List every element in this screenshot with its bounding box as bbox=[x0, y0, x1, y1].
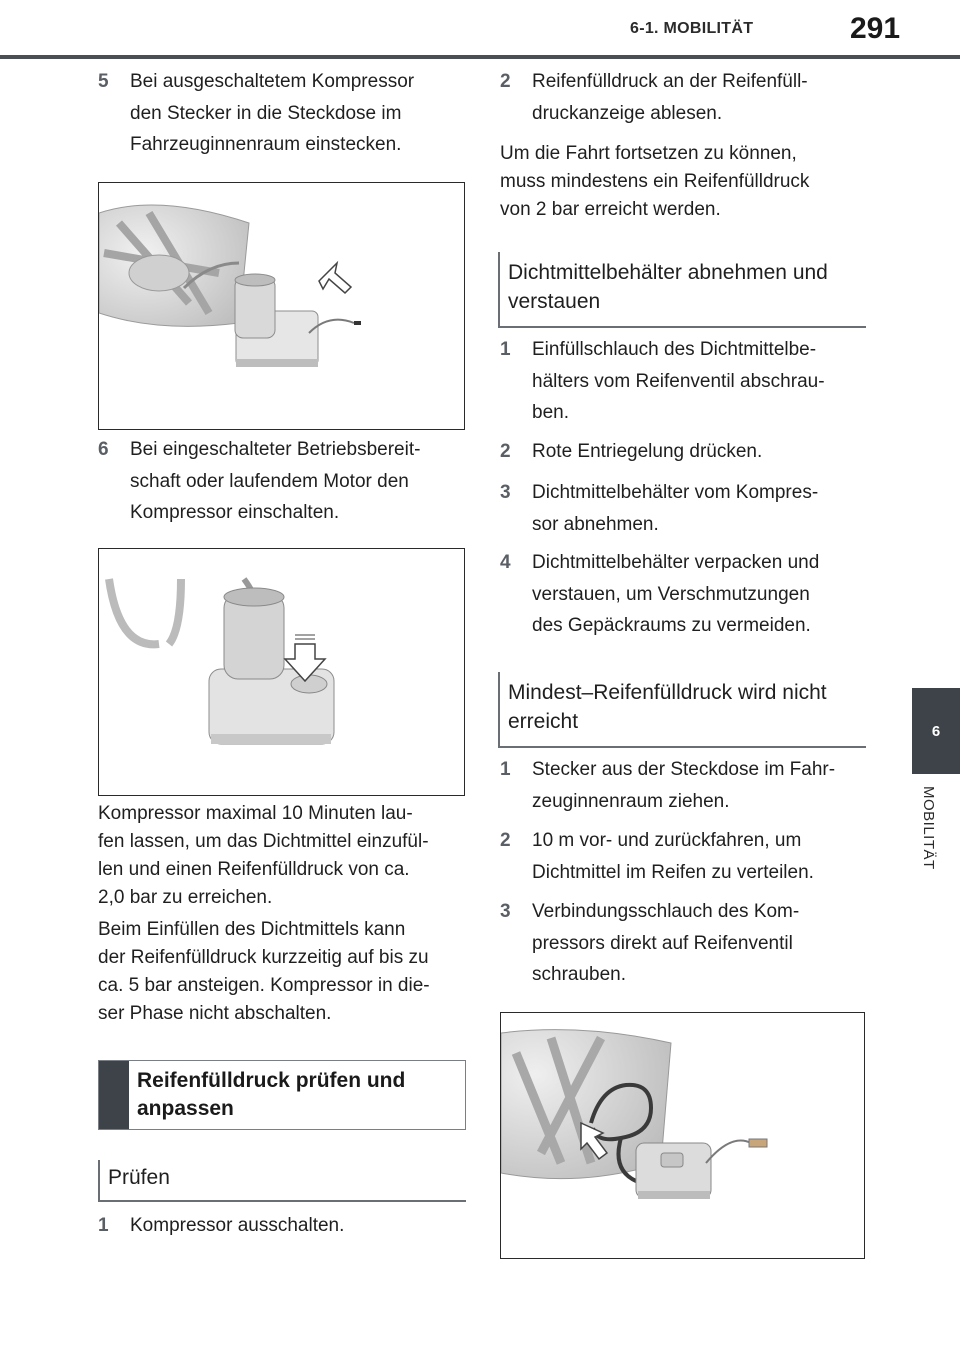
step-text: Stecker aus der Steckdose im Fahr- zeuginnenraum ziehen. bbox=[532, 759, 836, 812]
subheading-pruefen: Prüfen bbox=[108, 1166, 170, 1189]
heading-bar bbox=[99, 1061, 129, 1129]
step-t1 bbox=[500, 754, 870, 817]
step-text: Dichtmittelbehälter verpacken und verstauen, um Verschmutzungen des Gepäckraums zu vermeiden. bbox=[532, 552, 820, 636]
subheading-remove-container: Dichtmittelbehälter abnehmen und verstauen bbox=[508, 261, 828, 313]
step-r2 bbox=[500, 436, 870, 468]
subheading-rule bbox=[98, 1200, 466, 1202]
compressor-switch-illustration bbox=[99, 549, 465, 796]
step-number: 5 bbox=[98, 71, 109, 92]
subheading-min-pressure: Mindest–Reifenfülldruck wird nicht erreicht bbox=[508, 681, 827, 733]
chapter-tab: 6 bbox=[912, 688, 960, 774]
subheading-rule bbox=[498, 326, 866, 328]
section-title: 6-1. MOBILITÄT bbox=[630, 20, 754, 37]
paragraph-pressure-peak: Beim Einfüllen des Dichtmittels kann der Reifenfülldruck kurzzeitig auf bis zu ca. 5 bar ansteigen. Kompressor in die- ser Phase nicht abschalten. bbox=[98, 919, 430, 1024]
step-t2 bbox=[500, 825, 870, 888]
step-text: 10 m vor- und zurückfahren, um Dichtmittel im Reifen zu verteilen. bbox=[532, 830, 814, 883]
step-text: Rote Entriegelung drücken. bbox=[532, 441, 763, 462]
subheading-rule bbox=[498, 746, 866, 748]
step-number: 1 bbox=[500, 759, 511, 780]
step-2-read bbox=[500, 66, 870, 129]
figure-compressor-plug bbox=[98, 182, 465, 430]
compressor-plug-illustration bbox=[99, 183, 465, 430]
subheading-tick bbox=[98, 1160, 100, 1200]
step-text: Verbindungsschlauch des Kom- pressors direkt auf Reifenventil schrauben. bbox=[532, 901, 800, 985]
chapter-label: MOBILITÄT bbox=[920, 786, 937, 870]
step-number: 1 bbox=[500, 339, 511, 360]
step-r3 bbox=[500, 477, 870, 540]
step-number: 2 bbox=[500, 441, 511, 462]
step-6 bbox=[98, 434, 468, 529]
section-heading-box bbox=[98, 1060, 466, 1130]
step-text: Bei eingeschalteter Betriebsbereit- schaft oder laufendem Motor den Kompressor einschalten. bbox=[130, 439, 421, 523]
step-text: Einfüllschlauch des Dichtmittelbe- hälters vom Reifenventil abschrau- ben. bbox=[532, 339, 825, 423]
step-number: 2 bbox=[500, 71, 511, 92]
step-1-check bbox=[98, 1210, 468, 1242]
figure-compressor-valve bbox=[500, 1012, 865, 1259]
step-text: Kompressor ausschalten. bbox=[130, 1215, 345, 1236]
paragraph-min-pressure: Um die Fahrt fortsetzen zu können, muss mindestens ein Reifenfülldruck von 2 bar erreicht werden. bbox=[500, 143, 810, 220]
subheading-tick bbox=[498, 672, 500, 746]
step-number: 1 bbox=[98, 1215, 109, 1236]
step-r4 bbox=[500, 547, 870, 642]
step-number: 2 bbox=[500, 830, 511, 851]
step-t3 bbox=[500, 896, 870, 991]
section-heading: Reifenfülldruck prüfen und anpassen bbox=[137, 1069, 406, 1120]
step-number: 3 bbox=[500, 482, 511, 503]
step-text: Reifenfülldruck an der Reifenfüll- druckanzeige ablesen. bbox=[532, 71, 808, 124]
header-rule bbox=[0, 55, 960, 59]
step-number: 4 bbox=[500, 552, 511, 573]
subheading-tick bbox=[498, 252, 500, 326]
step-text: Dichtmittelbehälter vom Kompres- sor abnehmen. bbox=[532, 482, 819, 535]
page-number: 291 bbox=[850, 12, 901, 45]
paragraph-run-time: Kompressor maximal 10 Minuten lau- fen lassen, um das Dichtmittel einzufül- len und einen Reifenfülldruck von ca. 2,0 bar zu erreichen. bbox=[98, 803, 429, 908]
step-r1 bbox=[500, 334, 870, 429]
step-number: 6 bbox=[98, 439, 109, 460]
step-number: 3 bbox=[500, 901, 511, 922]
step-5 bbox=[98, 66, 468, 161]
compressor-valve-illustration bbox=[501, 1013, 865, 1259]
figure-compressor-switch bbox=[98, 548, 465, 796]
step-text: Bei ausgeschaltetem Kompressor den Stecker in die Steckdose im Fahrzeuginnenraum einstecken. bbox=[130, 71, 415, 155]
